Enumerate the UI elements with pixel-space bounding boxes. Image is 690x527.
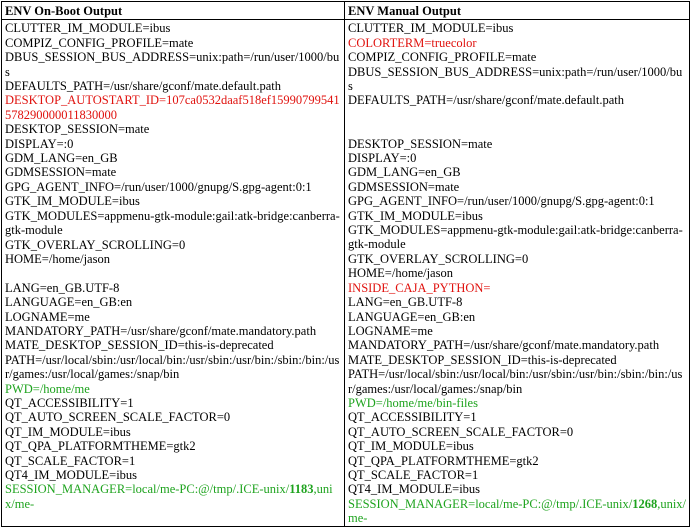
on-boot-env-line — [5, 468, 341, 482]
env-line-text: DBUS_SESSION_BUS_ADDRESS=unix:path=/run/user/1000/bus — [5, 50, 340, 79]
manual-env-line — [348, 454, 686, 468]
on-boot-env-line — [5, 382, 341, 396]
env-line-text: PATH=/usr/local/sbin:/usr/local/bin:/usr/sbin:/usr/bin:/sbin:/bin:/usr/games:/usr/local/games:/snap/bin — [348, 367, 683, 396]
manual-env-line — [348, 209, 686, 223]
env-line-text: GTK_OVERLAY_SCROLLING=0 — [348, 251, 529, 266]
manual-env-line — [348, 180, 686, 194]
manual-env-line — [348, 324, 686, 338]
env-line-text: HOME=/home/jason — [348, 266, 453, 281]
manual-env-line — [348, 50, 686, 64]
on-boot-env-line — [5, 36, 341, 50]
manual-env-line — [348, 353, 686, 367]
on-boot-env-line — [5, 281, 341, 295]
env-line-text: GDMSESSION=mate — [348, 179, 460, 194]
on-boot-env-line — [5, 439, 341, 453]
manual-env-line — [348, 252, 686, 266]
manual-env-line — [348, 21, 686, 35]
env-line-text: QT_ACCESSIBILITY=1 — [5, 395, 134, 410]
env-line-text: LANGUAGE=en_GB:en — [5, 295, 133, 310]
manual-env-line — [348, 439, 686, 453]
manual-env-line — [348, 194, 686, 208]
env-line-text: LANGUAGE=en_GB:en — [348, 309, 476, 324]
env-line-text: QT_AUTO_SCREEN_SCALE_FACTOR=0 — [348, 424, 574, 439]
env-line-text: GPG_AGENT_INFO=/run/user/1000/gnupg/S.gpg-agent:0:1 — [5, 179, 312, 194]
manual-env-line — [348, 310, 686, 324]
on-boot-env-line — [5, 338, 341, 352]
env-line-text: LANG=en_GB.UTF-8 — [5, 280, 120, 295]
env-line-text: GTK_MODULES=appmenu-gtk-module:gail:atk-bridge:canberra-gtk-module — [5, 208, 340, 238]
env-line-text: QT_IM_MODULE=ibus — [348, 439, 474, 454]
env-line-text: GDMSESSION=mate — [5, 165, 117, 180]
on-boot-env-line — [5, 295, 341, 309]
on-boot-env-line — [5, 425, 341, 439]
env-line-text: LOGNAME=me — [348, 323, 433, 338]
on-boot-env-line — [5, 137, 341, 151]
on-boot-env-line — [5, 151, 341, 165]
env-line-text: QT4_IM_MODULE=ibus — [348, 482, 481, 497]
env-line-text: GPG_AGENT_INFO=/run/user/1000/gnupg/S.gpg-agent:0:1 — [348, 194, 655, 209]
on-boot-env-line — [5, 93, 341, 122]
on-boot-env-line — [5, 252, 341, 266]
manual-env-line — [348, 295, 686, 309]
env-line-text: LOGNAME=me — [5, 309, 90, 324]
manual-env-line — [348, 93, 686, 107]
env-line-text: GDM_LANG=en_GB — [348, 165, 461, 180]
env-line-text: GTK_IM_MODULE=ibus — [5, 194, 140, 209]
env-line-text: GTK_IM_MODULE=ibus — [348, 208, 483, 223]
env-line-text: MANDATORY_PATH=/usr/share/gconf/mate.mandatory.path — [348, 338, 660, 353]
env-line-text: SESSION_MANAGER=local/me-PC:@/tmp/.ICE-unix/ — [5, 482, 290, 497]
session-pid: 1268 — [632, 496, 658, 511]
env-line-text: DBUS_SESSION_BUS_ADDRESS=unix:path=/run/user/1000/bus — [348, 64, 683, 94]
env-line-text: DEFAULTS_PATH=/usr/share/gconf/mate.default.path — [348, 93, 624, 108]
manual-env-line — [348, 425, 686, 439]
env-line-text: COMPIZ_CONFIG_PROFILE=mate — [348, 50, 537, 65]
env-line-text: HOME=/home/jason — [5, 251, 110, 266]
on-boot-env-line — [5, 353, 341, 382]
env-comparison-table — [1, 1, 690, 527]
manual-env-line — [348, 281, 686, 295]
manual-env-line — [348, 151, 686, 165]
env-line-text: QT_IM_MODULE=ibus — [5, 424, 131, 439]
content-row — [2, 20, 690, 526]
manual-env-line — [348, 497, 686, 526]
env-line-text: QT_AUTO_SCREEN_SCALE_FACTOR=0 — [5, 410, 231, 425]
env-line-text: QT_QPA_PLATFORMTHEME=gtk2 — [348, 453, 539, 468]
env-line-text: QT_ACCESSIBILITY=1 — [348, 410, 477, 425]
manual-env-line — [348, 396, 686, 410]
on-boot-env-line — [5, 21, 341, 35]
env-line-text: GDM_LANG=en_GB — [5, 151, 118, 166]
env-line-text: DESKTOP_SESSION=mate — [5, 122, 150, 137]
env-line-text: INSIDE_CAJA_PYTHON= — [348, 280, 491, 295]
header-row — [2, 2, 690, 20]
manual-env-line — [348, 165, 686, 179]
env-line-text: QT_SCALE_FACTOR=1 — [348, 467, 479, 482]
on-boot-env-line — [5, 209, 341, 238]
manual-env-line — [348, 482, 686, 496]
manual-env-line — [348, 65, 686, 94]
on-boot-env-line — [5, 324, 341, 338]
env-line-text: MATE_DESKTOP_SESSION_ID=this-is-deprecated — [5, 338, 274, 353]
env-line-text: QT_SCALE_FACTOR=1 — [5, 453, 136, 468]
env-line-text: PATH=/usr/local/sbin:/usr/local/bin:/usr/sbin:/usr/bin:/sbin:/bin:/usr/games:/usr/local/games:/snap/bin — [5, 352, 340, 382]
on-boot-env-line — [5, 165, 341, 179]
env-line-text-rest: ,unix/me- — [348, 496, 687, 526]
env-line-text: GTK_OVERLAY_SCROLLING=0 — [5, 237, 186, 252]
on-boot-env-line — [5, 310, 341, 324]
header-manual: ENV Manual Output — [345, 2, 690, 20]
env-line-text: QT_QPA_PLATFORMTHEME=gtk2 — [5, 439, 196, 454]
env-line-text: PWD=/home/me — [5, 381, 90, 396]
env-line-text: CLUTTER_IM_MODULE=ibus — [348, 21, 514, 36]
env-line-text: MATE_DESKTOP_SESSION_ID=this-is-deprecated — [348, 352, 617, 367]
on-boot-env-line — [5, 410, 341, 424]
on-boot-env-line — [5, 122, 341, 136]
env-line-text: COLORTERM=truecolor — [348, 35, 477, 50]
on-boot-env-line — [5, 238, 341, 252]
on-boot-env-line — [5, 396, 341, 410]
on-boot-env-line — [5, 180, 341, 194]
manual-env-line — [348, 108, 686, 122]
on-boot-env-line — [5, 194, 341, 208]
env-line-text: DISPLAY=:0 — [5, 136, 74, 151]
on-boot-env-line — [5, 266, 341, 280]
env-line-text: LANG=en_GB.UTF-8 — [348, 295, 463, 310]
env-line-text-rest: ,unix/me- — [5, 482, 333, 511]
env-line-text: SESSION_MANAGER=local/me-PC:@/tmp/.ICE-unix/ — [348, 496, 633, 511]
env-line-text: DESKTOP_AUTOSTART_ID=107ca0532daaf518ef15990799541578290000011830000 — [5, 93, 340, 122]
manual-env-line — [348, 266, 686, 280]
env-line-text: DESKTOP_SESSION=mate — [348, 136, 493, 151]
on-boot-env-line — [5, 454, 341, 468]
env-line-text: QT4_IM_MODULE=ibus — [5, 467, 138, 482]
manual-env-line — [348, 338, 686, 352]
on-boot-output-cell — [2, 20, 345, 526]
on-boot-env-line — [5, 79, 341, 93]
manual-env-line — [348, 122, 686, 136]
manual-env-line — [348, 36, 686, 50]
on-boot-env-line — [5, 50, 341, 79]
session-pid: 1183 — [289, 482, 314, 497]
manual-env-line — [348, 137, 686, 151]
env-line-text: CLUTTER_IM_MODULE=ibus — [5, 21, 171, 36]
on-boot-env-line — [5, 482, 341, 511]
manual-env-line — [348, 367, 686, 396]
header-on-boot: ENV On-Boot Output — [2, 2, 345, 20]
manual-env-line — [348, 410, 686, 424]
manual-env-line — [348, 468, 686, 482]
env-line-text: MANDATORY_PATH=/usr/share/gconf/mate.mandatory.path — [5, 323, 317, 338]
manual-output-cell — [345, 20, 690, 526]
env-line-text: PWD=/home/me/bin-files — [348, 395, 478, 410]
env-line-text: COMPIZ_CONFIG_PROFILE=mate — [5, 35, 194, 50]
env-line-text: DEFAULTS_PATH=/usr/share/gconf/mate.default.path — [5, 79, 281, 94]
env-line-text: DISPLAY=:0 — [348, 151, 417, 166]
manual-env-line — [348, 223, 686, 252]
env-line-text: GTK_MODULES=appmenu-gtk-module:gail:atk-bridge:canberra-gtk-module — [348, 223, 683, 252]
